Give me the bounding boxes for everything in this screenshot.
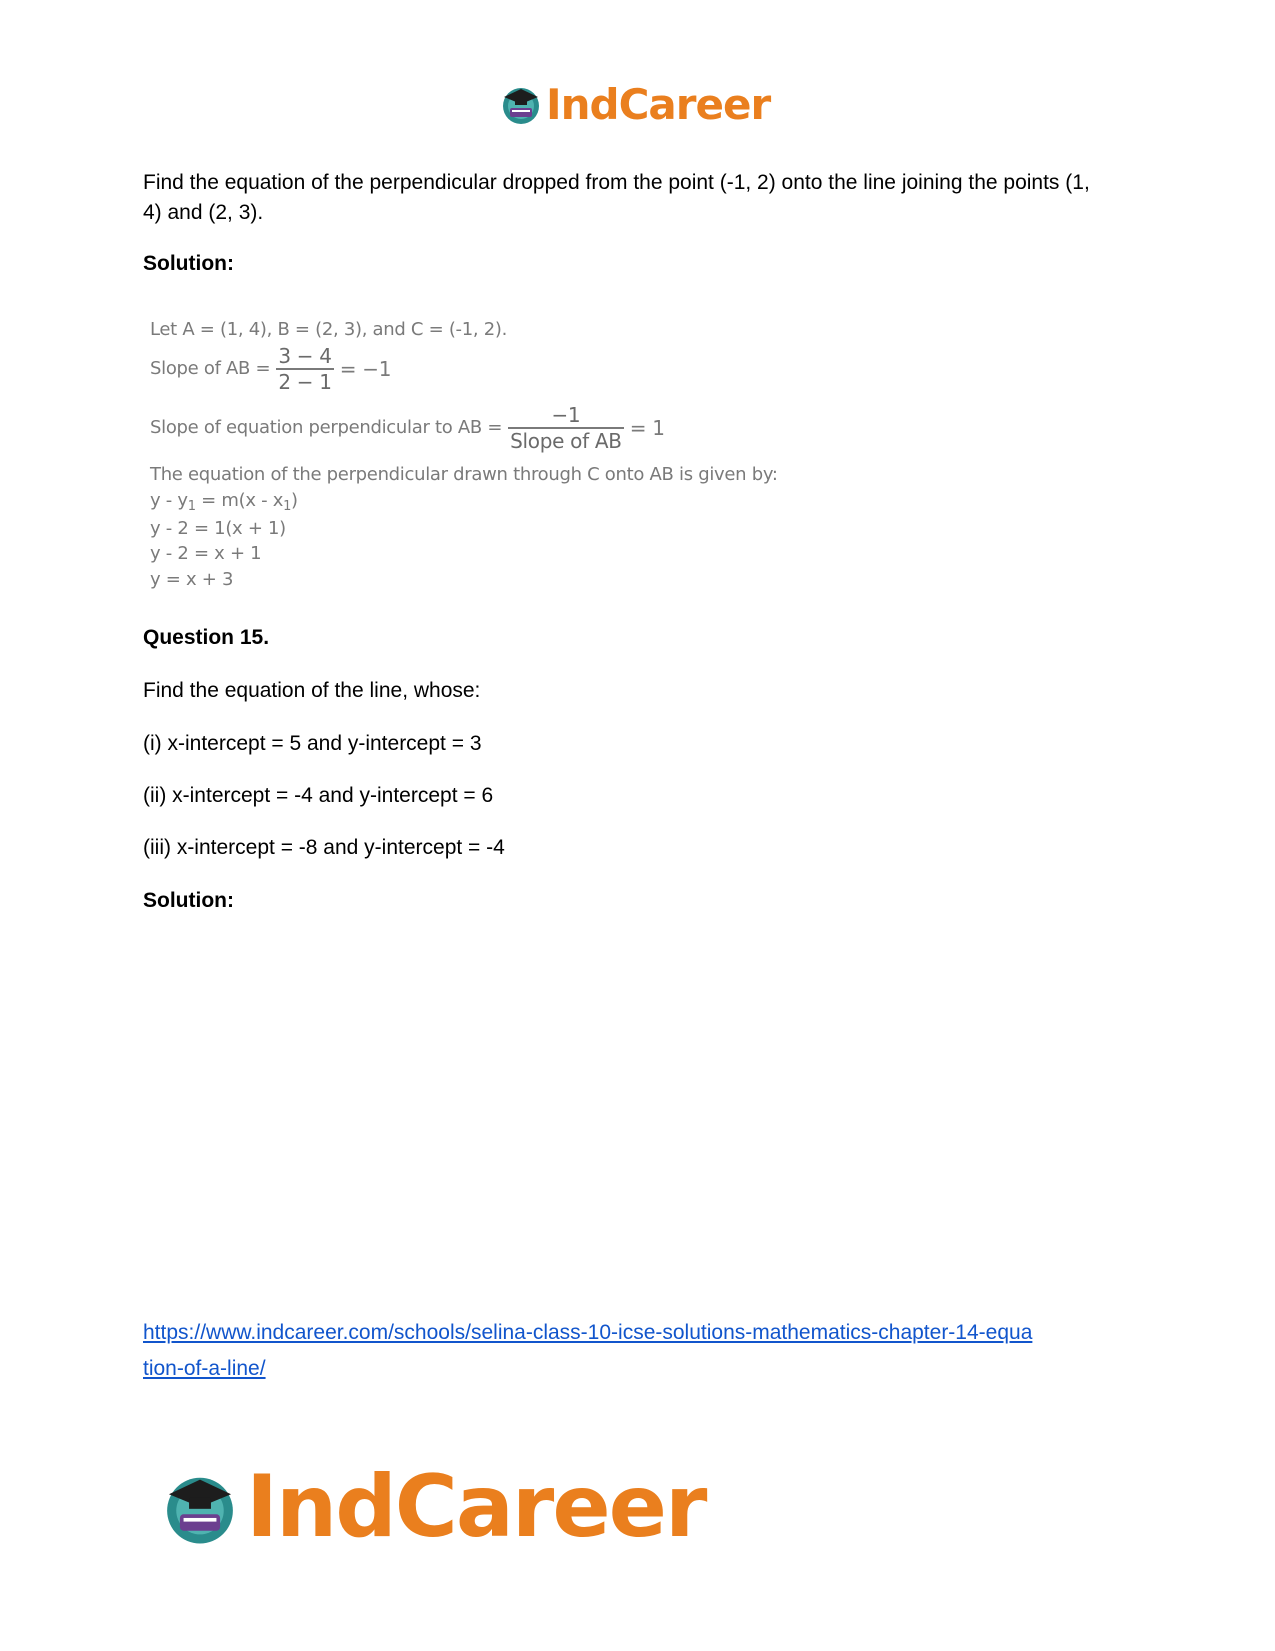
perp-slope-label: Slope of equation perpendicular to AB = [150, 417, 503, 439]
footer-logo [158, 1457, 706, 1557]
formula-part: y - y [150, 490, 188, 511]
source-link[interactable] [143, 1315, 1143, 1387]
perp-slope-fraction [508, 403, 624, 453]
slope-ab-label: Slope of AB = [150, 358, 271, 380]
equation-intro: The equation of the perpendicular drawn through C onto AB is given by: [150, 464, 778, 485]
header-logo [498, 76, 770, 132]
slope-ab-result: = −1 [339, 356, 392, 381]
formula-part: = m(x - x [195, 490, 284, 511]
slope-ab-denominator: 2 − 1 [278, 369, 332, 394]
logo-wordmark: IndCareer [546, 79, 771, 129]
question-15-part-iii: (iii) x-intercept = -8 and y-intercept = -4 [143, 836, 505, 859]
source-link-line-1[interactable]: https://www.indcareer.com/schools/selina-class-10-icse-solutions-mathematics-chapter-14-equa [143, 1321, 1033, 1344]
solution-label: Solution: [143, 889, 234, 912]
solution-label: Solution: [143, 252, 234, 275]
slope-ab-numerator: 3 − 4 [278, 344, 332, 368]
subscript: 1 [187, 499, 196, 514]
solution-given-line: Let A = (1, 4), B = (2, 3), and C = (-1, 2). [150, 319, 508, 340]
slope-ab-row [150, 344, 391, 394]
perp-slope-numerator: −1 [551, 403, 581, 427]
question-15-heading: Question 15. [143, 626, 270, 649]
equation-step-3: y - 2 = x + 1 [150, 543, 262, 564]
question-15-part-ii: (ii) x-intercept = -4 and y-intercept = 6 [143, 784, 494, 807]
formula-part: ) [291, 490, 298, 511]
source-link-line-2[interactable]: tion-of-a-line/ [143, 1357, 266, 1380]
question-15-part-i: (i) x-intercept = 5 and y-intercept = 3 [143, 732, 482, 755]
perp-slope-denominator: Slope of AB [510, 428, 622, 453]
graduation-globe-icon [498, 81, 544, 127]
perp-slope-result: = 1 [629, 415, 665, 440]
point-slope-formula [150, 490, 298, 514]
question-text: Find the equation of the perpendicular dropped from the point (-1, 2) onto the line joining the points (1, 4) and (2, 3). [143, 171, 1090, 224]
perp-slope-row [150, 403, 665, 453]
question-15-prompt: Find the equation of the line, whose: [143, 679, 481, 702]
subscript: 1 [283, 499, 292, 514]
slope-ab-fraction [276, 344, 333, 394]
logo-wordmark: IndCareer [246, 1457, 706, 1557]
equation-step-2: y - 2 = 1(x + 1) [150, 518, 286, 539]
equation-step-4: y = x + 3 [150, 569, 234, 590]
graduation-globe-icon [158, 1465, 242, 1549]
